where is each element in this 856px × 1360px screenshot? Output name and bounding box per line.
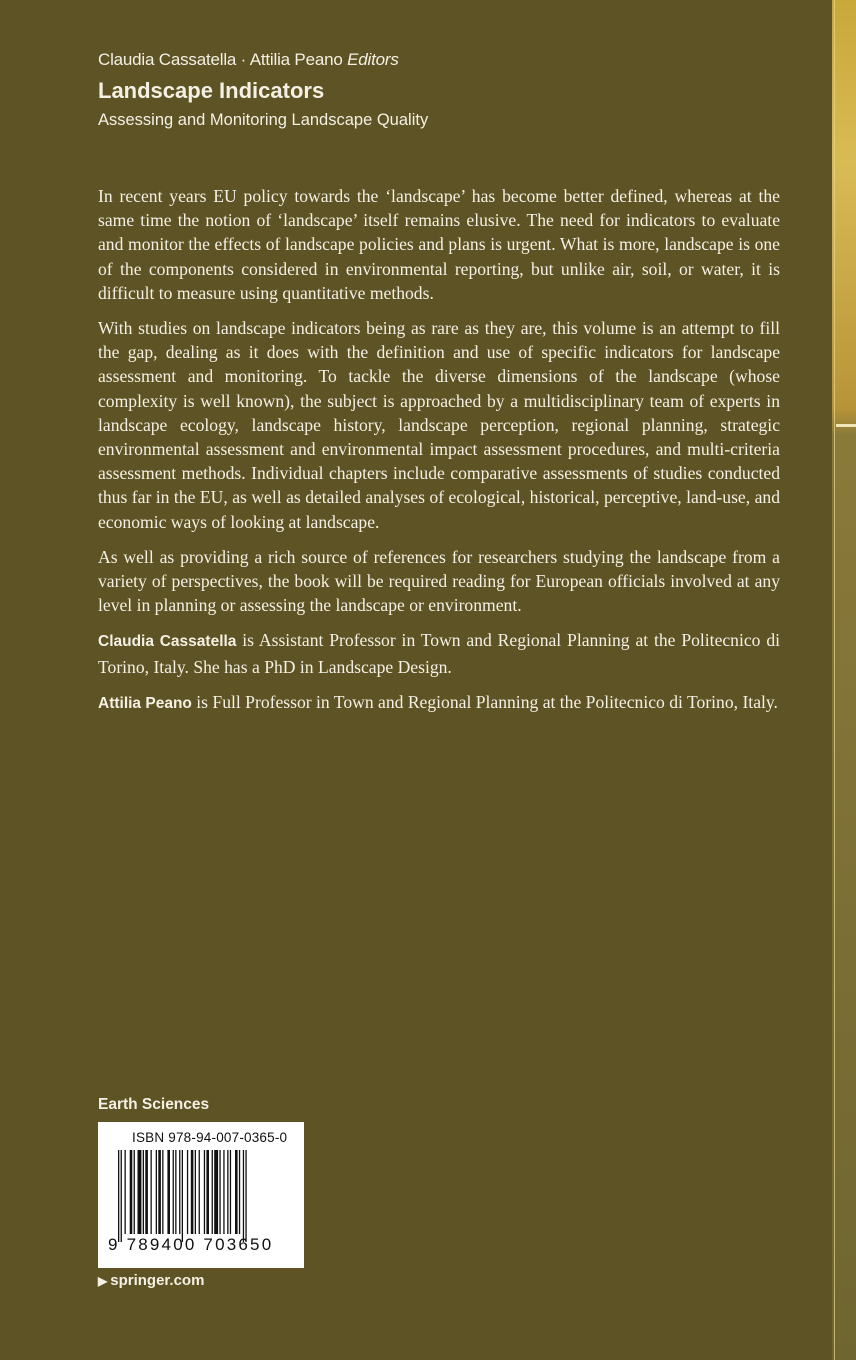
- barcode-number: 9 789400 703650: [108, 1235, 274, 1254]
- subject-category: Earth Sciences: [98, 1096, 210, 1113]
- barcode-bar: [235, 1150, 238, 1234]
- barcode-bar: [195, 1150, 196, 1234]
- barcode-bars: [118, 1150, 288, 1242]
- barcode-bar: [151, 1150, 152, 1234]
- barcode-bar: [138, 1150, 142, 1234]
- barcode-bar: [206, 1150, 209, 1234]
- publisher-website[interactable]: [98, 1272, 204, 1289]
- author-bio-text: is Full Professor in Town and Regional Planning at the Politecnico di Torino, Italy.: [191, 691, 778, 712]
- barcode-bar: [182, 1150, 183, 1242]
- barcode-bar: [230, 1150, 231, 1234]
- website-label: springer.com: [110, 1272, 205, 1289]
- spine-line: [834, 0, 835, 1360]
- author-bio: [98, 628, 780, 678]
- barcode-bar: [158, 1150, 161, 1234]
- barcode-bar: [145, 1150, 148, 1234]
- barcode-bar: [191, 1150, 194, 1234]
- barcode-bar: [223, 1150, 224, 1234]
- barcode-bar: [239, 1150, 240, 1234]
- editor-separator: ·: [236, 50, 250, 69]
- editor-name: Attilia Peano: [249, 50, 343, 69]
- author-bios: [98, 628, 780, 716]
- barcode-bar: [245, 1150, 246, 1242]
- spine-mark: [836, 424, 856, 427]
- barcode-bar: [167, 1150, 170, 1234]
- barcode-bar: [118, 1150, 119, 1242]
- author-bio: [98, 690, 780, 716]
- editors-role: Editors: [347, 50, 399, 69]
- barcode-bar: [219, 1150, 220, 1234]
- blurb-paragraph: With studies on landscape indicators being as rare as they are, this volume is an attempt to fill the gap, dealing as it does with the definition and use of specific indicators for landscape assessment and monitoring. To tackle the diverse dimensions of the landscape (whose complexity is well known), the subject is approached by a multidisciplinary team of experts in landscape ecology, landscape history, landscape perception, regional planning, strategic environmental assessment and environmental impact assessment procedures, and multi-criteria assessment methods. Individual chapters include comparative assessments of studies conducted thus far in the EU, as well as detailed analyses of ecological, historical, perceptive, land-use, and economic ways of looking at landscape.: [98, 318, 780, 532]
- barcode-bar: [173, 1150, 174, 1234]
- barcode-bar: [187, 1150, 188, 1234]
- book-title: Landscape Indicators: [98, 78, 325, 103]
- barcode-bar: [162, 1150, 163, 1234]
- isbn-label: ISBN 978-94-007-0365-0: [132, 1130, 288, 1145]
- author-name: Claudia Cassatella: [98, 633, 237, 651]
- editor-name: Claudia Cassatella: [98, 50, 237, 69]
- barcode-bar: [121, 1150, 122, 1242]
- barcode-bar: [204, 1150, 205, 1234]
- barcode-bar: [156, 1150, 157, 1234]
- editors-line: [98, 48, 798, 72]
- blurb-paragraph: As well as providing a rich source of references for researchers studying the landscape from a variety of perspectives, the book will be required reading for European officials involved at any level in planning or assessing the landscape or environment.: [98, 546, 780, 616]
- spine-edge: [832, 0, 856, 1360]
- barcode-bar: [212, 1150, 213, 1234]
- isbn-barcode: [98, 1122, 304, 1268]
- author-name: Attilia Peano: [98, 694, 192, 712]
- barcode-bar: [175, 1150, 176, 1234]
- barcode-bar: [227, 1150, 228, 1234]
- blurb-paragraph: In recent years EU policy towards the ‘landscape’ has become better defined, whereas at the same time the notion of ‘landscape’ itself remains elusive. The need for indicators to evaluate and monitor the effects of landscape policies and plans is urgent. What is more, landscape is one of the components considered in environmental reporting, but unlike air, soil, or water, it is difficult to measure using quantitative methods.: [98, 186, 780, 303]
- barcode-bar: [214, 1150, 218, 1234]
- arrow-icon: ▶: [98, 1274, 108, 1288]
- barcode-bar: [243, 1150, 244, 1242]
- book-subtitle: Assessing and Monitoring Landscape Quality: [98, 111, 429, 129]
- blurb: [98, 184, 780, 727]
- barcode-bar: [199, 1150, 200, 1234]
- author-bio-text: is Assistant Professor in Town and Regional Planning at the Politecnico di Torino, Italy. She has a PhD in Landscape Design.: [98, 630, 781, 677]
- barcode-bar: [134, 1150, 135, 1234]
- barcode-bar: [179, 1150, 180, 1234]
- barcode-bar: [143, 1150, 144, 1234]
- barcode-bar: [130, 1150, 133, 1234]
- barcode-bar: [125, 1150, 126, 1234]
- book-header: [98, 48, 798, 132]
